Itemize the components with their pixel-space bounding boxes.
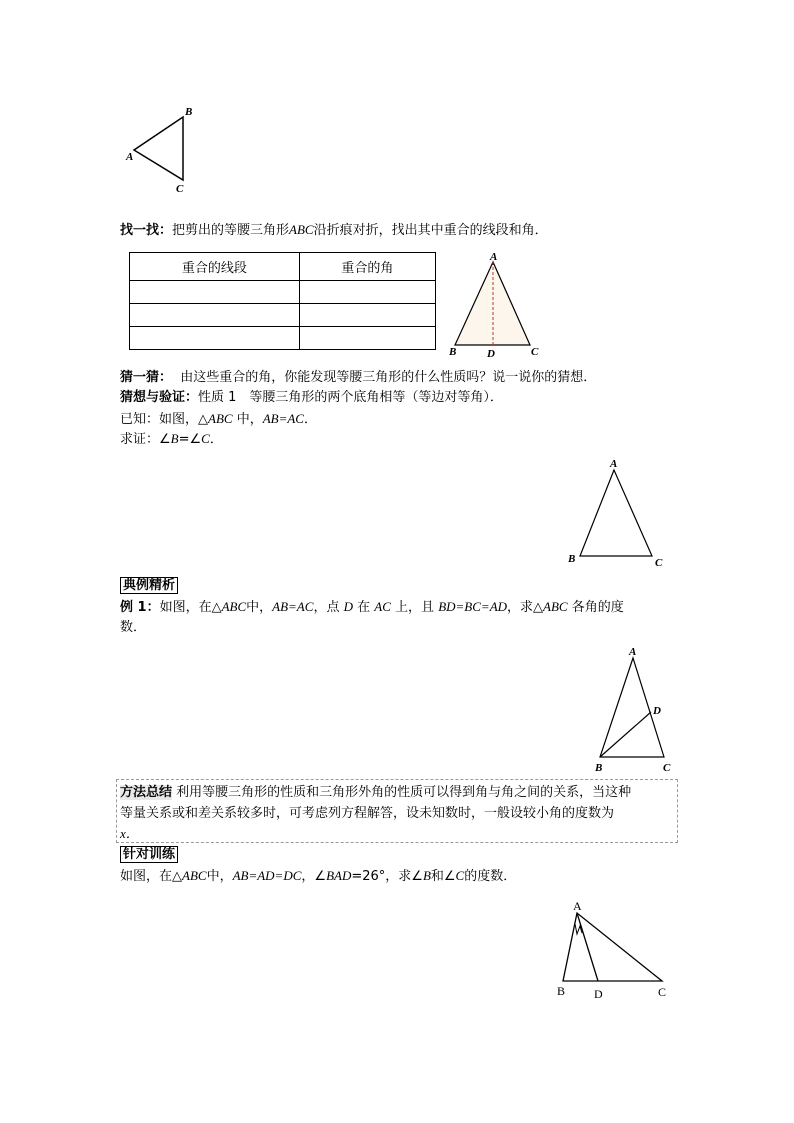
example1-text: 在 xyxy=(357,600,371,615)
example1-text: 各角的度 xyxy=(571,600,624,615)
practice-b: B xyxy=(422,868,431,883)
find-text-b: 沿折痕对折，找出其中重合的线段和角． xyxy=(313,223,548,238)
header-angles: 重合的角 xyxy=(299,253,435,281)
fig2-a-label: A xyxy=(490,251,498,263)
prove-end: ． xyxy=(209,432,223,447)
example1-text: 如图，在△ xyxy=(159,600,222,615)
known-prefix: 已知：如图，△ xyxy=(120,412,208,427)
fig3-b-label: B xyxy=(568,553,576,565)
vertex-b-label: B xyxy=(185,106,193,118)
example1-ab-ac: AB=AC xyxy=(272,599,314,614)
fig4-d-label: D xyxy=(653,705,661,717)
fig3-c-label: C xyxy=(655,557,663,569)
example1-text: 中， xyxy=(246,600,273,615)
example1-text: ，点 xyxy=(313,600,340,615)
fig4-c-label: C xyxy=(663,762,671,774)
prove-c: C xyxy=(201,431,210,446)
practice-text: =26°，求∠ xyxy=(351,869,423,884)
vertex-c-label: C xyxy=(176,183,184,195)
example-title: 典例精析 xyxy=(120,577,178,594)
example1-label: 例 1： xyxy=(120,600,160,615)
vertex-a-label: A xyxy=(126,151,134,163)
practice-c: C xyxy=(455,868,465,883)
practice-bad: BAD xyxy=(326,868,352,883)
verify-label: 猜想与验证： xyxy=(120,390,199,405)
guess-label: 猜一猜： xyxy=(120,370,173,385)
method-text-1: 利用等腰三角形的性质和三角形外角的性质可以得到角与角之间的关系，当这种 xyxy=(176,785,632,800)
fig2-c-label: C xyxy=(531,346,539,358)
example1-text: 上，且 xyxy=(395,600,435,615)
prove-mid: =∠ xyxy=(178,432,202,447)
fig4-b-label: B xyxy=(595,762,603,774)
fig4-a-label: A xyxy=(629,646,637,658)
known-abc: ABC xyxy=(208,411,233,426)
example1-abc2: ABC xyxy=(543,599,568,614)
example1-d: D xyxy=(343,599,353,614)
practice-text: ，∠ xyxy=(301,869,327,884)
example1-abc: ABC xyxy=(221,599,247,614)
verify-text: 性质 1 等腰三角形的两个底角相等（等边对等角）． xyxy=(198,390,503,405)
example1-ac: AC xyxy=(374,599,391,614)
fig5-d-label: D xyxy=(594,987,603,1001)
fig5-b-label: B xyxy=(557,984,566,998)
header-segments: 重合的线段 xyxy=(130,253,300,281)
practice-abc: ABC xyxy=(182,868,207,883)
fig5-c-label: C xyxy=(658,985,667,999)
practice-eq: AB=AD=DC xyxy=(232,868,302,883)
known-end: ． xyxy=(303,412,317,427)
prove-b: B xyxy=(170,431,179,446)
practice-text: 的度数． xyxy=(464,869,517,884)
practice-text: 中， xyxy=(206,869,233,884)
practice-text: 和∠ xyxy=(430,869,456,884)
method-line2: 等量关系或和差关系较多时，可考虑列方程解答，设未知数时，一般设较小角的度数为 xyxy=(120,806,615,821)
fig5-a-label: A xyxy=(573,899,582,913)
fig2-d-label: D xyxy=(487,348,495,360)
fig3-a-label: A xyxy=(610,458,618,470)
prove-prefix: 求证：∠ xyxy=(120,432,171,447)
example1-line2: 数． xyxy=(120,620,147,635)
known-eq: AB=AC xyxy=(262,411,304,426)
guess-text: 由这些重合的角，你能发现等腰三角形的什么性质吗？说一说你的猜想． xyxy=(180,370,597,385)
method-label: 方法总结 xyxy=(120,785,173,800)
practice-text: 如图，在△ xyxy=(120,869,182,884)
method-line3: x． xyxy=(120,826,139,841)
find-abc: ABC xyxy=(289,222,314,237)
find-text-a: 把剪出的等腰三角形 xyxy=(172,223,290,238)
known-mid: 中， xyxy=(232,412,263,427)
example1-text: ，求△ xyxy=(507,600,544,615)
find-label: 找一找： xyxy=(120,223,173,238)
example1-bd: BD=BC=AD xyxy=(438,599,508,614)
practice-title: 针对训练 xyxy=(120,846,178,863)
fig2-b-label: B xyxy=(449,346,457,358)
